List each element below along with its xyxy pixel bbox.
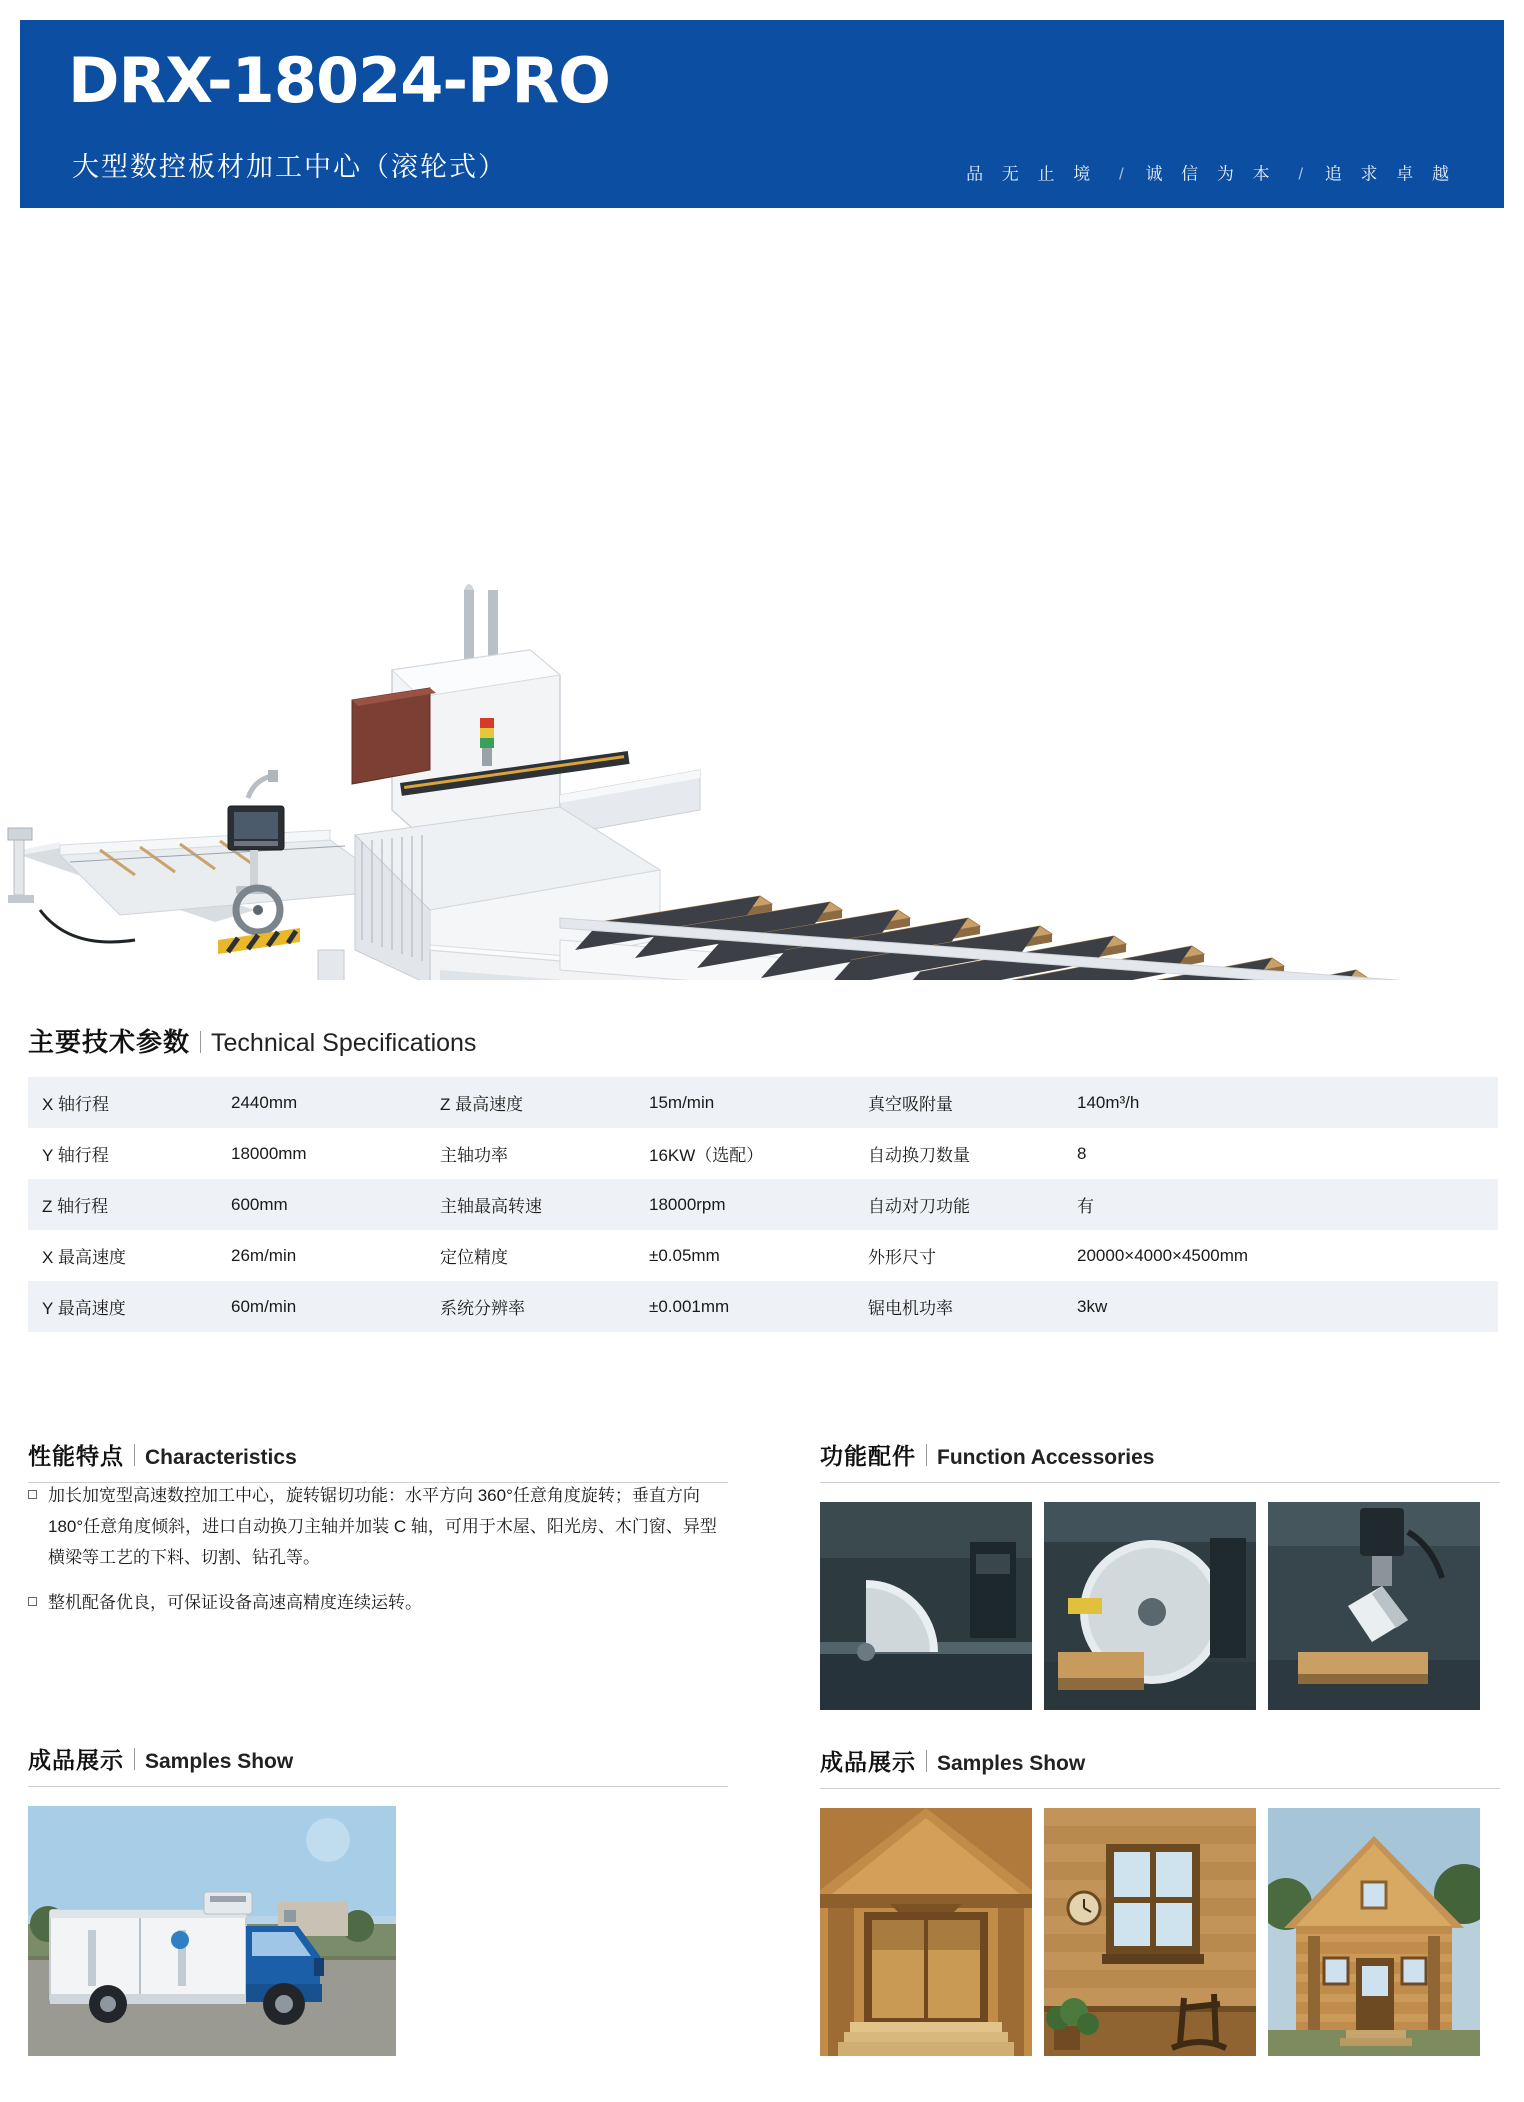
accessories-heading-en: Function Accessories xyxy=(937,1446,1155,1469)
list-item xyxy=(28,1480,728,1573)
table-row xyxy=(28,1230,1498,1281)
spec-value: 3kw xyxy=(1077,1296,1108,1316)
section-rule xyxy=(820,1482,1500,1483)
page-header xyxy=(20,20,1504,208)
spec-value: ±0.001mm xyxy=(649,1296,730,1316)
sample-photo-cabin xyxy=(1268,1808,1480,2056)
spec-label: 自动换刀数量 xyxy=(868,1146,970,1165)
section-rule xyxy=(820,1788,1500,1789)
characteristics-list xyxy=(28,1480,728,1632)
bullet-square-icon xyxy=(28,1490,37,1499)
spec-value: 18000mm xyxy=(231,1143,307,1163)
slogan-part-3: 追 求 卓 越 xyxy=(1324,164,1456,184)
heading-divider xyxy=(134,1444,135,1466)
slogan-part-2: 诚 信 为 本 xyxy=(1145,164,1277,184)
spec-value: 140m³/h xyxy=(1077,1092,1140,1112)
section-heading-samples-left xyxy=(28,1742,293,1775)
slogan-separator-1: / xyxy=(1118,164,1124,184)
heading-divider xyxy=(200,1031,201,1053)
spec-value: 600mm xyxy=(231,1194,288,1214)
spec-value: 8 xyxy=(1077,1143,1087,1163)
slogan-separator-2: / xyxy=(1298,164,1304,184)
section-heading-accessories xyxy=(820,1438,1154,1471)
page-title: DRX-18024-PRO xyxy=(68,44,611,117)
characteristics-heading-cn: 性能特点 xyxy=(28,1443,124,1469)
accessory-photo-2 xyxy=(1044,1502,1256,1710)
sample-photo-interior xyxy=(1044,1808,1256,2056)
samples-right-heading-en: Samples Show xyxy=(937,1752,1086,1775)
sample-photo-truck xyxy=(28,1806,396,2056)
specs-heading-en: Technical Specifications xyxy=(211,1029,477,1057)
spec-value: 15m/min xyxy=(649,1092,715,1112)
heading-divider xyxy=(926,1750,927,1772)
spec-label: Y 最高速度 xyxy=(42,1299,126,1318)
spec-label: 自动对刀功能 xyxy=(868,1197,970,1216)
section-heading-samples-right xyxy=(820,1744,1085,1777)
spec-label: 锯电机功率 xyxy=(868,1299,953,1318)
slogan-part-1: 品 无 止 境 xyxy=(966,164,1098,184)
accessory-photo-3 xyxy=(1268,1502,1480,1710)
spec-value: 有 xyxy=(1077,1197,1094,1216)
accessory-photo-1 xyxy=(820,1502,1032,1710)
spec-label: 真空吸附量 xyxy=(868,1095,953,1114)
spec-label: 定位精度 xyxy=(440,1248,508,1267)
samples-left-heading-en: Samples Show xyxy=(145,1750,294,1773)
spec-label: X 最高速度 xyxy=(42,1248,127,1267)
table-row xyxy=(28,1128,1498,1179)
section-heading-characteristics xyxy=(28,1438,297,1471)
page-subtitle: 大型数控板材加工中心（滚轮式） xyxy=(72,152,507,182)
samples-left-heading-cn: 成品展示 xyxy=(28,1747,124,1773)
spec-label: 系统分辨率 xyxy=(440,1299,525,1318)
spec-label: X 轴行程 xyxy=(42,1095,110,1114)
spec-label: Z 轴行程 xyxy=(42,1197,109,1216)
section-rule xyxy=(28,1786,728,1787)
hero-machine-image xyxy=(0,250,1524,980)
spec-value: 26m/min xyxy=(231,1245,297,1265)
spec-value: 18000rpm xyxy=(649,1194,726,1214)
heading-divider xyxy=(926,1444,927,1466)
header-slogan xyxy=(966,160,1456,185)
spec-label: Y 轴行程 xyxy=(42,1146,109,1165)
spec-label: 主轴最高转速 xyxy=(440,1197,542,1216)
spec-value: 16KW（选配） xyxy=(649,1146,764,1165)
specifications-table xyxy=(28,1077,1498,1332)
spec-value: 20000×4000×4500mm xyxy=(1077,1245,1249,1265)
spec-value: ±0.05mm xyxy=(649,1245,720,1265)
characteristic-text: 加长加宽型高速数控加工中心，旋转锯切功能：水平方向 360°任意角度旋转；垂直方向 180°任意角度倾斜，进口自动换刀主轴并加装 C 轴，可用于木屋、阳光房、木门窗、异型横梁等工艺的下料、切割、钻孔等。 xyxy=(48,1486,717,1567)
accessories-heading-cn: 功能配件 xyxy=(820,1443,916,1469)
samples-right-heading-cn: 成品展示 xyxy=(820,1749,916,1775)
sample-photo-porch xyxy=(820,1808,1032,2056)
spec-value: 60m/min xyxy=(231,1296,297,1316)
characteristic-text: 整机配备优良，可保证设备高速高精度连续运转。 xyxy=(48,1593,422,1612)
spec-label: 外形尺寸 xyxy=(868,1248,936,1267)
specs-heading-cn: 主要技术参数 xyxy=(28,1027,191,1057)
spec-value: 2440mm xyxy=(231,1092,298,1112)
list-item xyxy=(28,1587,728,1618)
bullet-square-icon xyxy=(28,1597,37,1606)
table-row xyxy=(28,1179,1498,1230)
section-heading-specs xyxy=(28,1022,476,1059)
characteristics-heading-en: Characteristics xyxy=(145,1446,297,1469)
spec-label: Z 最高速度 xyxy=(440,1095,524,1114)
heading-divider xyxy=(134,1748,135,1770)
table-row xyxy=(28,1077,1498,1128)
spec-label: 主轴功率 xyxy=(440,1146,508,1165)
table-row xyxy=(28,1281,1498,1332)
